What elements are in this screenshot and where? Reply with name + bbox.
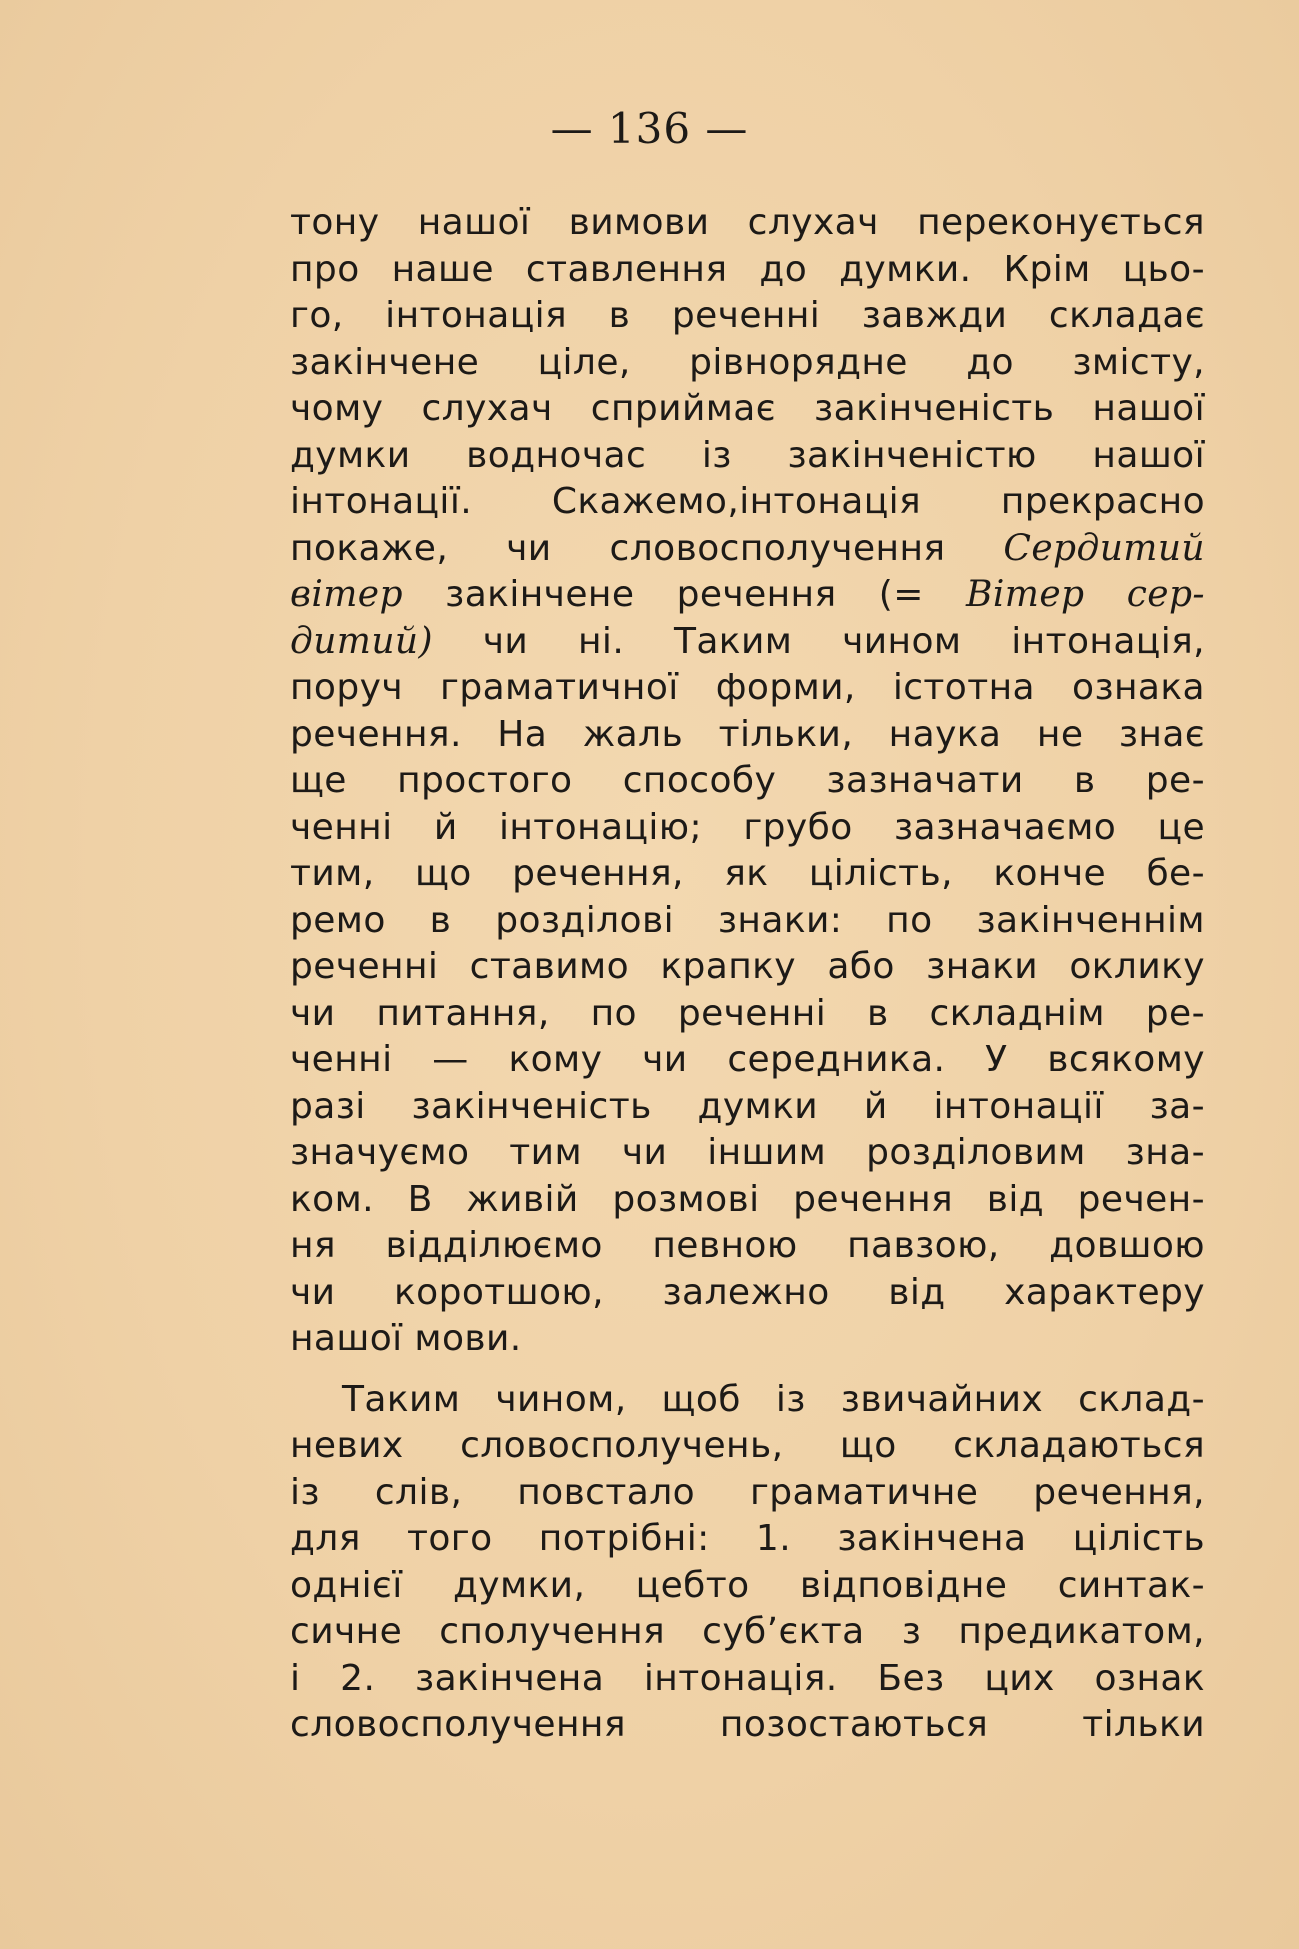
text-line: закінчене ціле, рівнорядне до змісту, [290,341,1205,383]
text-line: чи питання, по реченні в складнім ре- [290,992,1205,1034]
text-segment: закінчене речення (= [402,574,967,615]
text-line [290,526,1205,573]
text-line: нашої мови. [290,1318,522,1359]
text-line: разі закінченість думки й інтонації за- [290,1085,1205,1127]
text-line: словосполучення позостаються тільки [290,1704,1205,1745]
paragraph-1 [290,200,1205,1363]
text-line: реченні ставимо крапку або знаки оклику [290,946,1205,987]
page-number: — 136 — [550,104,749,153]
text-line: ще простого способу зазначати в ре- [290,760,1205,801]
text-line: із слів, повстало граматичне речення, [290,1471,1205,1513]
text-line: ченні — кому чи середника. У всякому [290,1039,1205,1080]
text-line: для того потрібні: 1. закінчена цілість [290,1518,1205,1559]
text-line: го, інтонація в реченні завжди складає [290,295,1205,336]
body-text [290,200,1205,1749]
text-line: речення. На жаль тільки, наука не знає [290,713,1205,755]
text-line: чому слухач сприймає закінченість нашої [290,388,1205,429]
text-segment: покаже, чи словосполучення [290,527,1004,569]
italic-example: дитий) [290,620,433,662]
text-line: про наше ставлення до думки. Крім цьо- [290,248,1205,290]
text-line: інтонації. Скажемо,інтонація прекрасно [290,481,1205,522]
text-line: і 2. закінчена інтонація. Без цих ознак [290,1657,1205,1699]
text-line [290,619,1205,666]
text-line: Таким чином, щоб із звичайних склад- [342,1378,1205,1420]
text-line: ня відділюємо певною павзою, довшою [290,1225,1205,1266]
italic-example: Сердитий [1003,527,1205,569]
paragraph-gap [290,1363,1205,1377]
text-line: ком. В живій розмові речення від речен- [290,1178,1205,1220]
text-line: тону нашої вимови слухач переконується [290,202,1205,243]
text-line: значуємо тим чи іншим розділовим зна- [290,1132,1205,1173]
text-line: невих словосполучень, що складаються [290,1425,1205,1466]
text-line: сичне сполучення суб’єкта з предикатом, [290,1611,1205,1652]
text-line: однієї думки, цебто відповідне синтак- [290,1564,1205,1606]
text-line: тим, що речення, як цілість, конче бе- [290,853,1205,894]
italic-example: Вітер сер- [966,574,1205,615]
text-segment: чи ні. Таким чином інтонація, [432,620,1205,662]
text-line: ченні й інтонацію; грубо зазначаємо це [290,806,1205,848]
text-line [290,572,1205,619]
text-line: думки водночас із закінченістю нашої [290,434,1205,476]
paragraph-2 [290,1377,1205,1749]
text-line: ремо в розділові знаки: по закінченнім [290,899,1205,941]
italic-example: вітер [290,574,403,615]
text-line: чи коротшою, залежно від характеру [290,1271,1205,1313]
text-line: поруч граматичної форми, істотна ознака [290,667,1205,708]
